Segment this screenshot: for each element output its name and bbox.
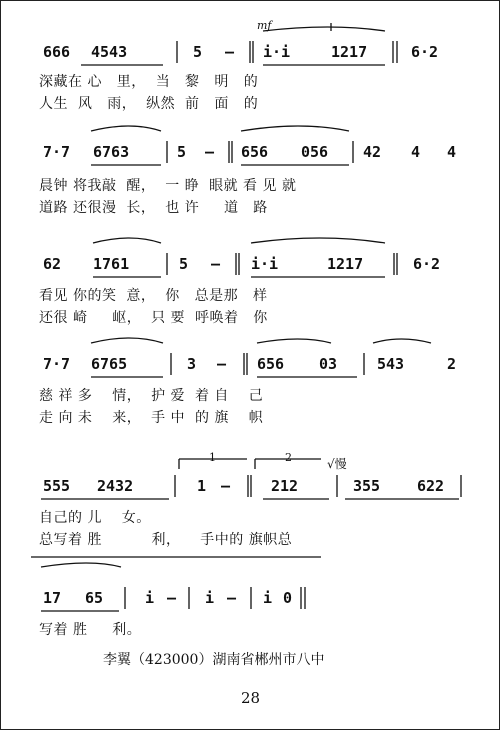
note-group: 65 [85,589,104,607]
dash: — [167,589,177,607]
note-group: 656 [241,143,269,161]
tempo-mark: √慢 [327,457,347,471]
dash: — [227,589,237,607]
note-group: 2 [447,355,457,373]
dash: — [221,477,231,495]
note-group: 3 [187,355,197,373]
volta-2-label: 2 [285,451,292,464]
note-group: 622 [417,477,445,495]
note-group: 2432 [97,477,134,495]
note-group: 4 [411,143,421,161]
note-group: 656 [257,355,285,373]
note-group: 6765 [91,355,128,373]
author-credit: 李翼（423000）湖南省郴州市八中 [103,652,325,668]
lyric-line: 走 向 未 来， 手 中 的 旗 帜 [39,410,264,426]
note-group: 212 [271,477,299,495]
dash: — [225,43,235,61]
lyric-line: 看见 你的笑 意， 你 总是那 样 [39,288,268,304]
dash: — [211,255,221,273]
note-group: 6·2 [413,255,441,273]
note-group: 03 [319,355,338,373]
note-group: 7·7 [43,355,71,373]
lyric-line: 慈 祥 多 情， 护 爱 着 自 己 [39,388,264,404]
note-group: 5 [177,143,187,161]
dash: — [205,143,215,161]
note-group: 17 [43,589,62,607]
note-group: i [263,589,273,607]
note-group: i·i [251,255,279,273]
lyric-line: 自己的 儿 女。 [39,510,151,526]
note-group: 1217 [331,43,368,61]
note-group: 543 [377,355,405,373]
lyric-line: 总写着 胜 利， 手中的 旗帜总 [39,532,293,548]
note-group: 5 [193,43,203,61]
note-group: 1217 [327,255,364,273]
page-number: 28 [241,689,261,707]
lyric-line: 道路 还很漫 长， 也 许 道 路 [39,200,268,216]
lyric-line: 写着 胜 利。 [39,622,142,638]
note-group: 355 [353,477,381,495]
note-group: 555 [43,477,71,495]
lyric-line: 还很 崎 岖， 只 要 呼唤着 你 [39,310,268,326]
volta-1-label: 1 [209,451,216,464]
lyric-line: 人生 风 雨， 纵然 前 面 的 [39,96,259,112]
lyric-line: 深藏在 心 里， 当 黎 明 的 [39,74,259,90]
note-group: 42 [363,143,382,161]
lyric-line: 晨钟 将我敲 醒， 一 睁 眼就 看 见 就 [39,178,297,194]
note-group: i [145,589,155,607]
dash: — [217,355,227,373]
note-group: 62 [43,255,62,273]
note-group: 666 [43,43,71,61]
note-group: 056 [301,143,329,161]
note-group: 6763 [93,143,130,161]
note-group: 5 [179,255,189,273]
note-group: 1 [197,477,207,495]
note-group: 4 [447,143,457,161]
note-group: 0 [283,589,293,607]
note-group: i [205,589,215,607]
dynamic-mark: mf [257,19,272,32]
note-group: 6·2 [411,43,439,61]
note-group: 1761 [93,255,130,273]
note-group: 4543 [91,43,128,61]
note-group: 7·7 [43,143,71,161]
note-group: i·i [263,43,291,61]
